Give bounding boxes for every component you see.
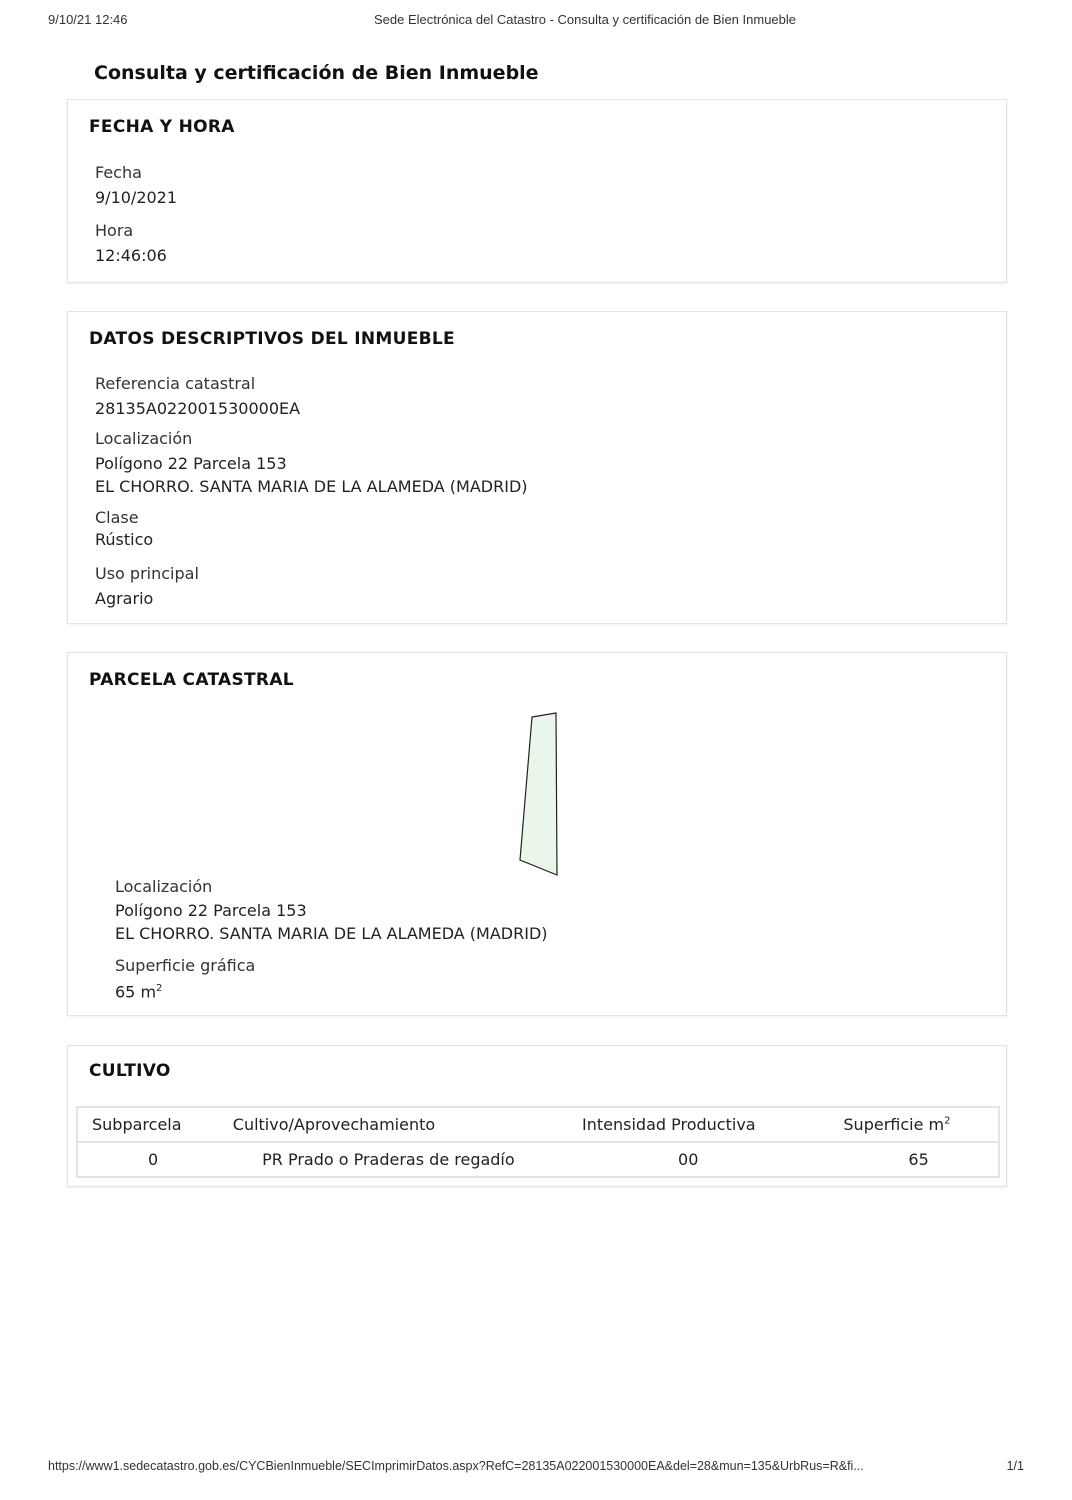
- print-datetime: 9/10/21 12:46: [48, 12, 128, 27]
- print-url: https://www1.sedecatastro.gob.es/CYCBienInmueble/SECImprimirDatos.aspx?RefC=28135A022001530000EA&del=28&mun=135&UrbRus=R&fi...: [48, 1459, 864, 1473]
- hora-label: Hora: [95, 221, 134, 240]
- cell-subparcela: 0: [77, 1142, 219, 1177]
- col-superficie: [801, 1107, 999, 1142]
- superficie-exponent: 2: [156, 983, 163, 994]
- superficie-number: 65 m: [115, 982, 157, 1002]
- superficie-label: Superficie gráfica: [115, 956, 256, 975]
- page-title: Consulta y certificación de Bien Inmueble: [94, 62, 539, 84]
- page-number: 1/1: [1006, 1459, 1024, 1473]
- cell-intensidad: 00: [558, 1142, 801, 1177]
- superficie-field: [115, 954, 255, 1003]
- hora-field: [95, 219, 167, 267]
- col-cultivo: Cultivo/Aprovechamiento: [219, 1107, 558, 1142]
- datos-descriptivos-panel: [67, 311, 1007, 624]
- cultivo-panel: [67, 1045, 1007, 1187]
- fecha-field: [95, 161, 177, 209]
- datos-heading: DATOS DESCRIPTIVOS DEL INMUEBLE: [89, 329, 455, 349]
- cell-cultivo: PR Prado o Praderas de regadío: [219, 1142, 558, 1177]
- col-superficie-label: Superficie m: [843, 1115, 945, 1134]
- uso-value: Agrario: [95, 589, 154, 608]
- print-header: [48, 12, 1024, 30]
- localizacion-line1: Polígono 22 Parcela 153: [95, 454, 287, 473]
- parcela-heading: PARCELA CATASTRAL: [89, 670, 294, 690]
- fecha-label: Fecha: [95, 163, 142, 182]
- hora-value: 12:46:06: [95, 246, 167, 265]
- parcel-shape: [520, 713, 557, 875]
- parcela-localizacion-label: Localización: [115, 877, 213, 896]
- uso-label: Uso principal: [95, 564, 199, 583]
- superficie-value: [115, 977, 255, 1003]
- parcel-map: [508, 707, 568, 882]
- col-intensidad: Intensidad Productiva: [558, 1107, 801, 1142]
- referencia-field: [95, 372, 300, 420]
- fecha-value: 9/10/2021: [95, 188, 178, 207]
- parcela-localizacion-field: [115, 875, 548, 945]
- col-superficie-exponent: 2: [944, 1115, 951, 1127]
- fecha-hora-heading: FECHA Y HORA: [89, 117, 235, 137]
- table-row: [77, 1142, 999, 1177]
- table-header-row: [77, 1107, 999, 1142]
- cultivo-table: [76, 1106, 1000, 1178]
- localizacion-field: [95, 427, 528, 498]
- clase-value: Rústico: [95, 530, 154, 549]
- print-page-title: Sede Electrónica del Catastro - Consulta y certificación de Bien Inmueble: [374, 12, 796, 27]
- clase-field: [95, 506, 153, 551]
- parcela-catastral-panel: [67, 652, 1007, 1016]
- clase-label: Clase: [95, 508, 139, 527]
- referencia-value: 28135A022001530000EA: [95, 399, 301, 418]
- referencia-label: Referencia catastral: [95, 374, 256, 393]
- print-footer: [48, 1459, 1024, 1477]
- cultivo-heading: CULTIVO: [89, 1061, 171, 1081]
- col-subparcela: Subparcela: [77, 1107, 219, 1142]
- parcela-localizacion-line2: EL CHORRO. SANTA MARIA DE LA ALAMEDA (MADRID): [115, 924, 548, 943]
- localizacion-line2: EL CHORRO. SANTA MARIA DE LA ALAMEDA (MADRID): [95, 477, 528, 496]
- cell-superficie: 65: [801, 1142, 999, 1177]
- uso-field: [95, 562, 199, 610]
- localizacion-label: Localización: [95, 429, 193, 448]
- parcela-localizacion-line1: Polígono 22 Parcela 153: [115, 901, 307, 920]
- fecha-hora-panel: [67, 99, 1007, 283]
